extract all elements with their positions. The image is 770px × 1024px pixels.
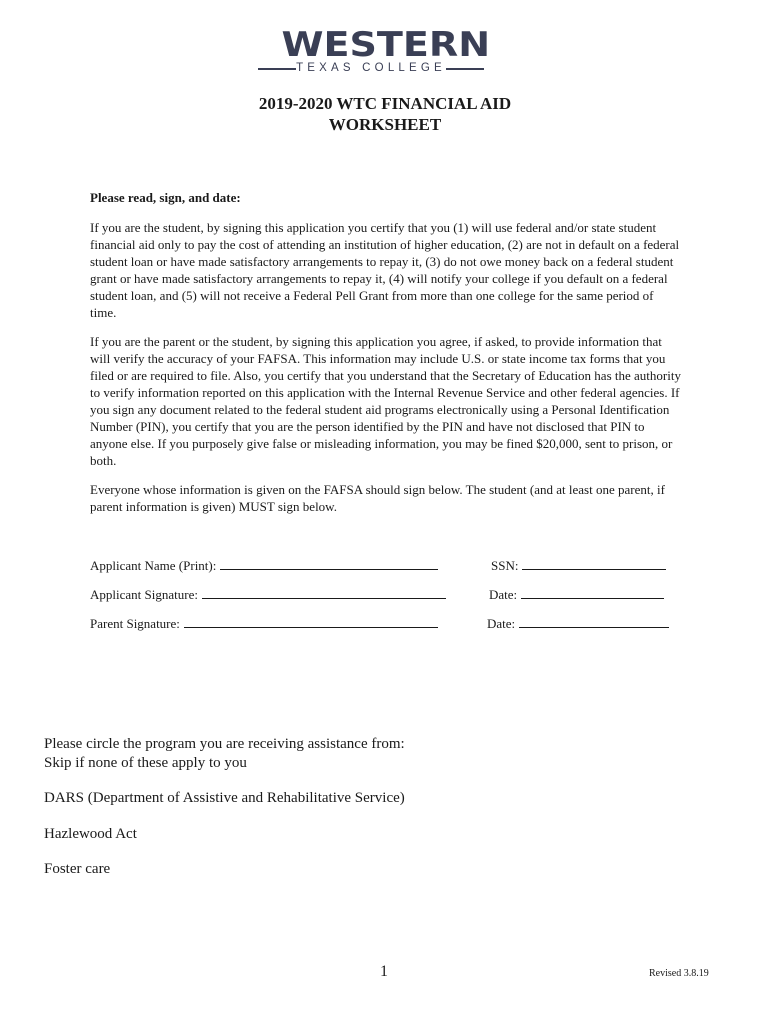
ssn-line[interactable]	[522, 557, 666, 570]
college-logo-subtitle: TEXAS COLLEGE	[296, 62, 446, 74]
parent-date-label: Date:	[487, 616, 516, 631]
parent-date-line[interactable]	[519, 615, 669, 628]
parent-signature-field[interactable]	[90, 615, 438, 632]
logo-rule-right	[446, 68, 484, 70]
applicant-date-field[interactable]	[489, 586, 664, 603]
applicant-date-label: Date:	[489, 587, 518, 602]
applicant-name-field[interactable]	[90, 557, 438, 574]
college-logo-name: WESTERN	[281, 25, 491, 65]
revision-date: Revised 3.8.19	[649, 968, 709, 979]
document-title-line1: 2019-2020 WTC FINANCIAL AID	[258, 94, 512, 113]
parent-date-field[interactable]	[487, 615, 669, 632]
ssn-field[interactable]	[491, 557, 666, 574]
instructions-heading: Please read, sign, and date:	[90, 190, 241, 205]
page-number: 1	[380, 963, 388, 980]
program-option-dars[interactable]: DARS (Department of Assistive and Rehabilitative Service)	[44, 790, 405, 806]
college-logo-subtitle-block	[258, 60, 484, 76]
document-title-line2: WORKSHEET	[328, 115, 442, 134]
logo-rule-left	[258, 68, 296, 70]
ssn-label: SSN:	[491, 558, 519, 573]
verification-paragraph: If you are the parent or the student, by signing this application you agree, if asked, to provide information that will verify the accuracy of your FAFSA. This information may include U.S. or state income tax forms that you filed or are required to file. Also, you certify that you understand that the Secretary of Education has the authority to verify information reported on this application with the Internal Revenue Service and other federal agencies. If you sign any document related to the federal student aid programs electronically using a Personal Identification Number (PIN), you certify that you are the person identified by the PIN and have not disclosed that PIN to anyone else. If you purposely give false or misleading information, you may be fined $20,000, sent to prison, or both.	[90, 334, 681, 468]
program-option-foster-care[interactable]: Foster care	[44, 861, 111, 877]
parent-signature-label: Parent Signature:	[90, 616, 180, 631]
parent-signature-line[interactable]	[184, 615, 438, 628]
program-option-hazlewood[interactable]: Hazlewood Act	[44, 826, 137, 842]
document-title	[0, 93, 770, 135]
program-skip-note: Skip if none of these apply to you	[44, 755, 247, 771]
applicant-name-line[interactable]	[220, 557, 438, 570]
signature-requirement-paragraph: Everyone whose information is given on the FAFSA should sign below. The student (and at least one parent, if parent information is given) MUST sign below.	[90, 482, 665, 514]
applicant-signature-field[interactable]	[90, 586, 446, 603]
applicant-date-line[interactable]	[521, 586, 664, 599]
applicant-signature-label: Applicant Signature:	[90, 587, 198, 602]
student-certification-paragraph: If you are the student, by signing this application you certify that you (1) will use federal and/or state student financial aid only to pay the cost of attending an institution of higher education, (2) are not in default on a federal student loan or have made satisfactory arrangements to repay it, (3) do not owe money back on a federal student grant or have made satisfactory arrangements to repay it, (4) will notify your college if you default on a federal student loan, and (5) will not receive a Federal Pell Grant from more than one college for the same period of time.	[90, 220, 680, 320]
applicant-name-label: Applicant Name (Print):	[90, 558, 217, 573]
applicant-signature-line[interactable]	[202, 586, 446, 599]
program-prompt: Please circle the program you are receiving assistance from:	[44, 736, 405, 752]
